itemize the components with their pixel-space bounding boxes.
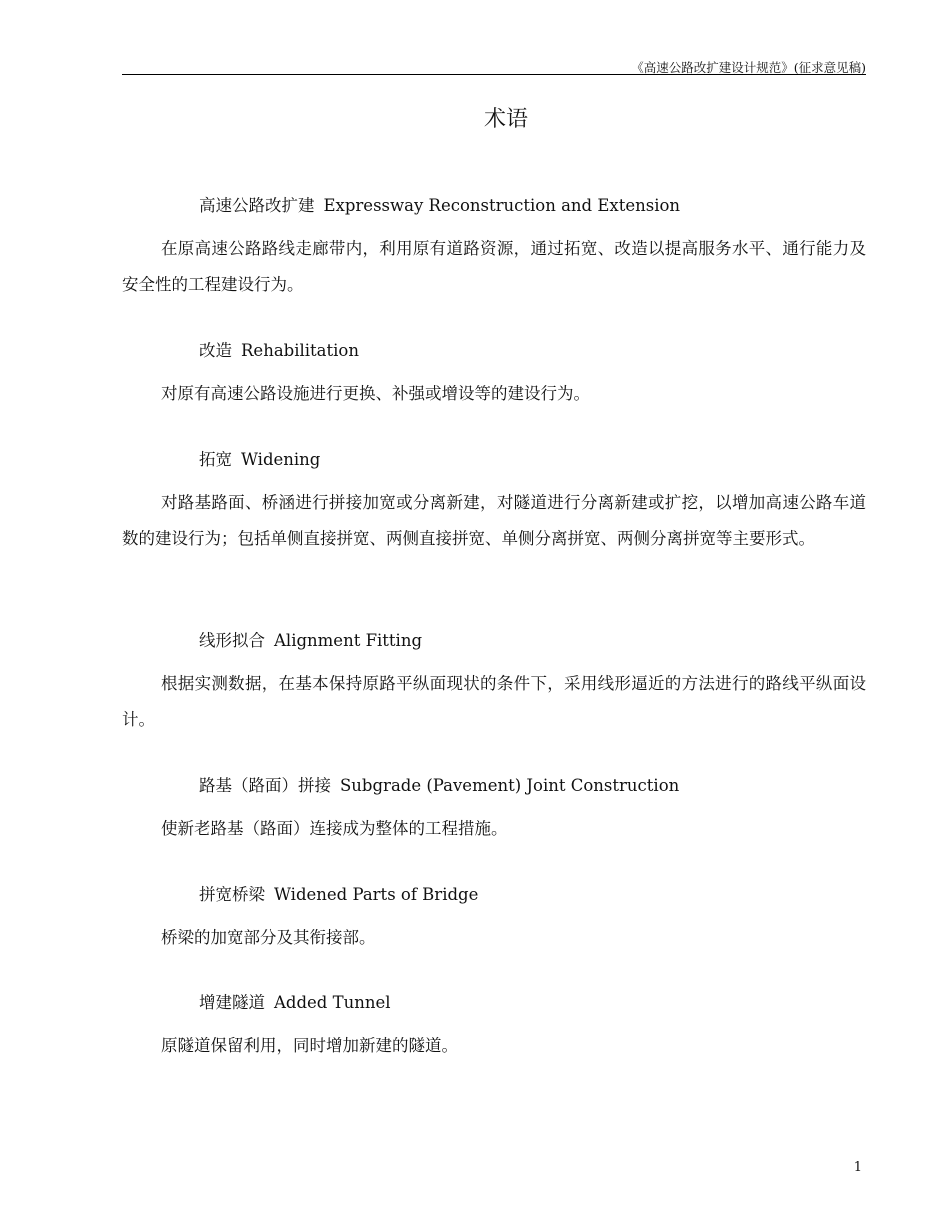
term-heading <box>199 449 320 471</box>
term-chinese: 改造 <box>199 341 232 360</box>
term-chinese: 路基（路面）拼接 <box>199 776 331 795</box>
term-english: Expressway Reconstruction and Extension <box>323 196 681 215</box>
term-english: Subgrade (Pavement) Joint Construction <box>340 776 680 795</box>
term-heading <box>199 340 359 362</box>
header-rule <box>122 74 866 75</box>
term-definition: 在原高速公路路线走廊带内，利用原有道路资源，通过拓宽、改造以提高服务水平、通行能力及安全性的工程建设行为。 <box>122 239 866 294</box>
term-heading <box>199 884 478 906</box>
section-title: 术语 <box>483 107 528 132</box>
page-number: 1 <box>853 1160 862 1175</box>
term-definition: 桥梁的加宽部分及其衔接部。 <box>161 928 376 947</box>
running-header: 《高速公路改扩建设计规范》(征求意见稿) <box>631 60 866 75</box>
term-definition: 根据实测数据，在基本保持原路平纵面现状的条件下，采用线形逼近的方法进行的路线平纵面设计。 <box>122 674 866 729</box>
term-chinese: 拼宽桥梁 <box>199 885 265 904</box>
term-definition: 对原有高速公路设施进行更换、补强或增设等的建设行为。 <box>161 384 590 403</box>
term-definition: 对路基路面、桥涵进行拼接加宽或分离新建，对隧道进行分离新建或扩挖，以增加高速公路车道数的建设行为；包括单侧直接拼宽、两侧直接拼宽、单侧分离拼宽、两侧分离拼宽等主要形式。 <box>122 493 866 548</box>
term-english: Rehabilitation <box>241 341 359 360</box>
term-chinese: 高速公路改扩建 <box>199 196 315 215</box>
term-heading <box>199 992 391 1014</box>
term-heading <box>199 195 680 217</box>
term-heading <box>199 630 422 652</box>
term-definition: 使新老路基（路面）连接成为整体的工程措施。 <box>161 819 508 838</box>
term-chinese: 拓宽 <box>199 450 232 469</box>
term-chinese: 线形拟合 <box>199 631 265 650</box>
term-heading <box>199 775 679 797</box>
term-english: Alignment Fitting <box>274 631 423 650</box>
term-english: Widening <box>241 450 321 469</box>
term-definition: 原隧道保留利用，同时增加新建的隧道。 <box>161 1036 458 1055</box>
term-chinese: 增建隧道 <box>199 993 265 1012</box>
term-english: Added Tunnel <box>274 993 391 1012</box>
term-english: Widened Parts of Bridge <box>274 885 479 904</box>
